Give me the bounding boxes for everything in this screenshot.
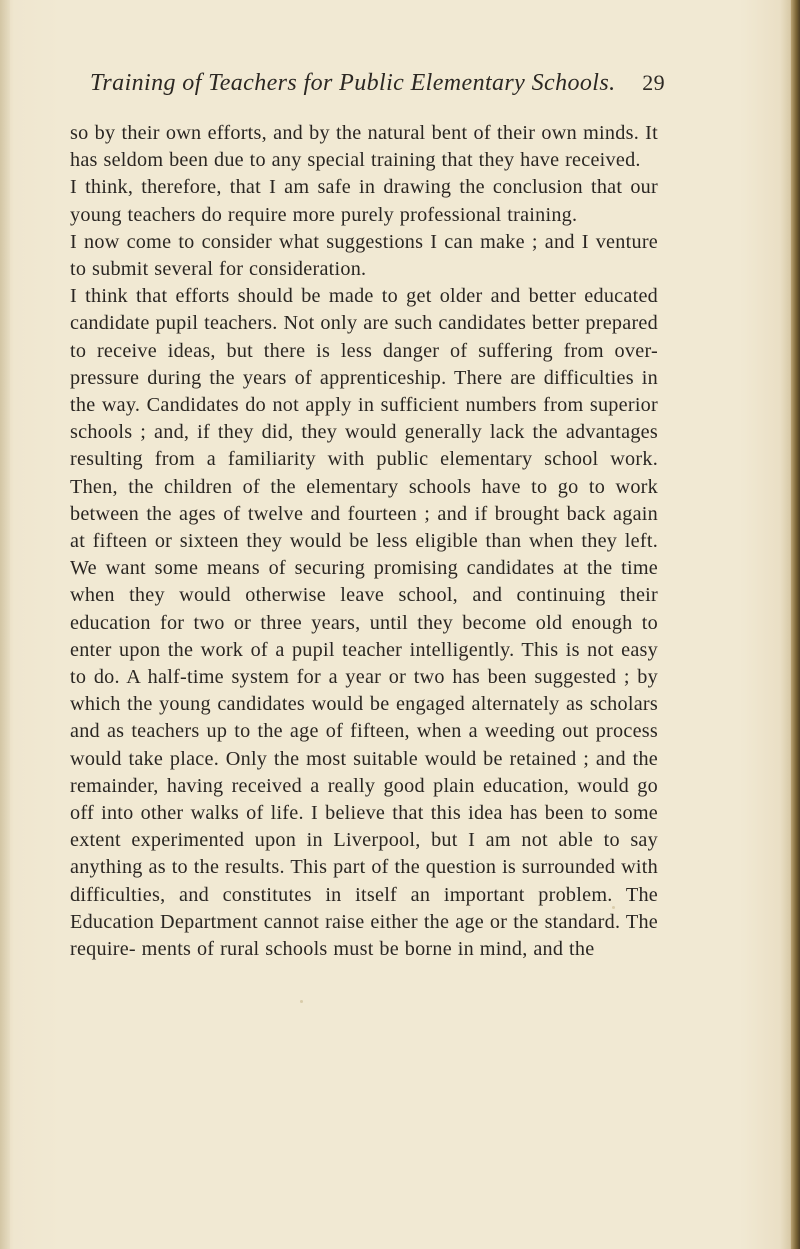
paragraph: I think that efforts should be made to get older and better educated candidate pupil teachers. Not only are such candidates better prepared to receive ideas, but there is less danger of suffering from over-pressure during the years of apprenticeship. There are difficulties in the way. Candidates do not apply in sufficient numbers from superior schools ; and, if they did, they would generally lack the advantages resulting from a familiarity with public elementary school work. Then, the children of the elementary schools have to go to work between the ages of twelve and fourteen ; and if brought back again at fifteen or sixteen they would be less eligible than when they left. We want some means of securing promising candidates at the time when they would otherwise leave school, and continuing their education for two or three years, until they become old enough to enter upon the work of a pupil teacher intelligently. This is not easy to do. A half-time system for a year or two has been suggested ; by which the young candidates would be engaged alternately as scholars and as teachers up to the age of fifteen, when a weeding out process would take place. Only the most suitable would be retained ; and the remainder, having received a really good plain education, would go off into other walks of life. I believe that this idea has been to some extent experimented upon in Liverpool, but I am not able to say anything as to the results. This part of the question is surrounded with difficulties, and constitutes in itself an important problem. The Education Department cannot raise either the age or the standard. The require- ments of rural schools must be borne in mind, and the	[70, 285, 658, 961]
page-number: 29	[642, 70, 665, 95]
page-left-edge	[0, 0, 10, 1249]
paper-fleck	[300, 1000, 303, 1003]
running-header	[90, 70, 665, 104]
body-text	[70, 120, 658, 963]
paragraph: I think, therefore, that I am safe in drawing the conclusion that our young teachers do require more purely professional training.	[70, 176, 658, 226]
paragraph: so by their own efforts, and by the natural bent of their own minds. It has seldom been due to any special training that they have received.	[70, 122, 658, 172]
running-title: Training of Teachers for Public Elementary Schools.	[90, 70, 616, 96]
paragraph: I now come to consider what suggestions I can make ; and I venture to submit several for consideration.	[70, 230, 658, 281]
page-right-edge	[791, 0, 800, 1249]
